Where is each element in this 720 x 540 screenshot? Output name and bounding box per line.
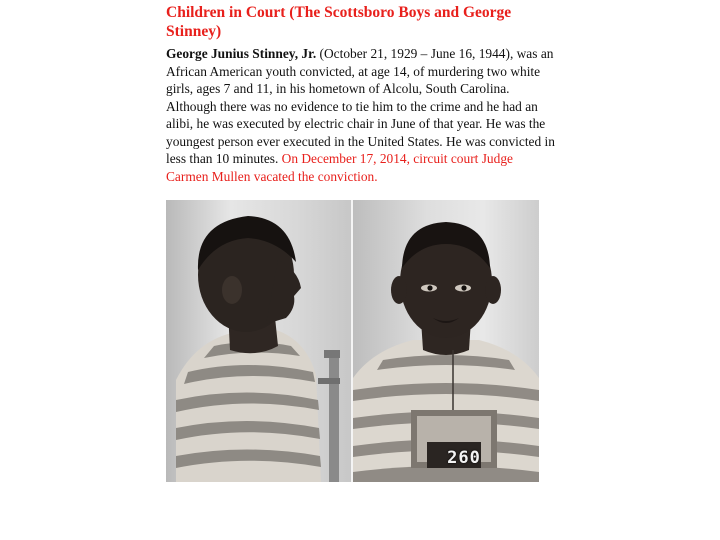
profile-figure — [166, 200, 351, 482]
body-text: (October 21, 1929 – June 16, 1944), was an African American youth convicted, at age 14, of murdering two white girls, ages 7 and 11, in his hometown of Alcolu, South Carolina. Although there was no evidence to tie him to the crime and he had an alibi, he was executed by electric chair in June of that year. He was the youngest person ever executed in the United States. He was convicted in less than 10 minutes. — [166, 46, 555, 166]
mugshot-profile-panel — [166, 200, 351, 482]
front-figure — [353, 200, 539, 482]
conviction-vacated-note: On December 17, 2014, circuit court Judge Carmen Mullen vacated the conviction. — [166, 151, 513, 184]
mugshot-front-panel — [353, 200, 539, 482]
mugshot-photo — [166, 200, 539, 482]
slide-title: Children in Court (The Scottsboro Boys and George Stinney) — [166, 4, 512, 40]
inmate-number-tag: 260 — [447, 448, 481, 468]
subject-name: George Junius Stinney, Jr. — [166, 46, 317, 61]
body-paragraph — [166, 45, 558, 185]
